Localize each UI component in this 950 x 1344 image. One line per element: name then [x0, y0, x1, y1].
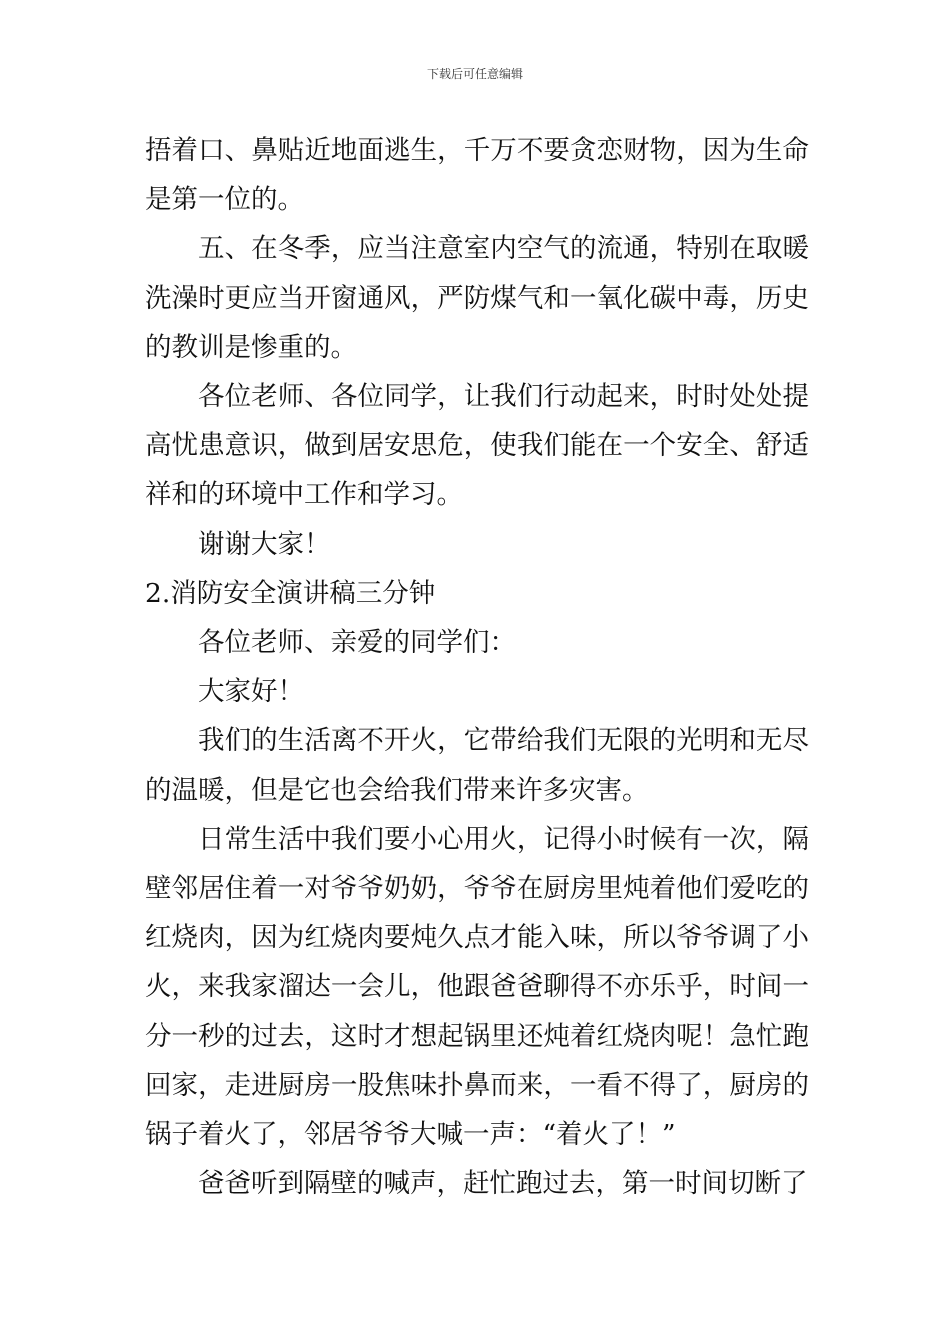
paragraph-story-continued: 爸爸听到隔壁的喊声，赶忙跑过去，第一时间切断了: [198, 1168, 808, 1200]
paragraph-story: 日常生活中我们要小心用火，记得小时候有一次，隔壁邻居住着一对爷爷奶奶，爷爷在厨房里炖着他们爱吃的红烧肉，因为红烧肉要炖久点才能入味，所以爷爷调了小火，来我家溜达一会儿，他跟爸爸聊得不亦乐乎，时间一分一秒的过去，这时才想起锅里还炖着红烧肉呢！急忙跑回家，走进厨房一股焦味扑鼻而来，一看不得了，厨房的锅子着火了，邻居爷爷大喊一声：“着火了！”: [145, 823, 809, 1151]
paragraph-call-to-action: 各位老师、各位同学，让我们行动起来，时时处处提高忧患意识，做到居安思危，使我们能在一个安全、舒适祥和的环境中工作和学习。: [145, 381, 809, 511]
page-header-note: 下载后可任意编辑: [426, 67, 523, 81]
paragraph-escape-advice: 捂着口、鼻贴近地面逃生，千万不要贪恋财物，因为生命是第一位的。: [145, 135, 809, 216]
paragraph-thanks: 谢谢大家！: [198, 528, 331, 560]
section-heading: 2.消防安全演讲稿三分钟: [145, 577, 436, 609]
paragraph-winter-ventilation: 五、在冬季，应当注意室内空气的流通，特别在取暖洗澡时更应当开窗通风，严防煤气和一氧化碳中毒，历史的教训是惨重的。: [145, 233, 809, 363]
paragraph-greeting: 大家好！: [198, 676, 304, 708]
paragraph-fire-intro: 我们的生活离不开火，它带给我们无限的光明和无尽的温暖，但是它也会给我们带来许多灾害。: [145, 725, 809, 806]
document-body: [145, 126, 809, 1208]
paragraph-salutation: 各位老师、亲爱的同学们：: [198, 627, 516, 659]
